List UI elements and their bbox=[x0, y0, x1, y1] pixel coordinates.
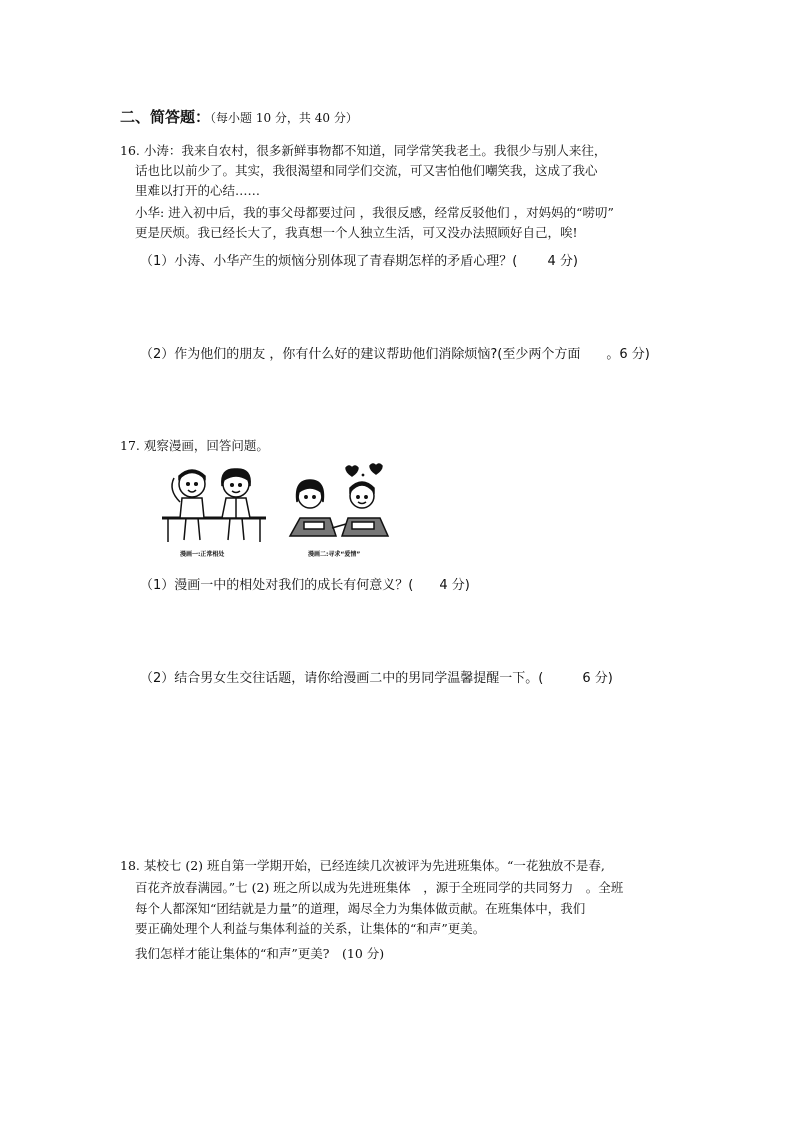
cartoon-2-image bbox=[286, 462, 392, 540]
q16-subquestion-2: （2）作为他们的朋友 ，你有什么好的建议帮助他们消除烦恼?(至少两个方面 。6 分) bbox=[140, 347, 650, 362]
q16-line1: 16. 小涛：我来自农村，很多新鲜事物都不知道，同学常笑我老土。我很少与别人来往， bbox=[120, 143, 607, 158]
q18-line4: 要正确处理个人利益与集体利益的关系，让集体的“和声”更美。 bbox=[135, 921, 486, 936]
cartoon-1-caption: 漫画一:正常相处 bbox=[180, 551, 225, 558]
q16-line2: 话也比以前少了。其实，我很渴望和同学们交流，可又害怕他们嘲笑我，这成了我心 bbox=[135, 163, 598, 178]
q17-line1: 17. 观察漫画，回答问题。 bbox=[120, 438, 269, 453]
q18-line1: 18. 某校七 (2) 班自第一学期开始，已经连续几次被评为先进班集体。“一花独放不是春, bbox=[120, 858, 605, 873]
q17-subquestion-1: （1）漫画一中的相处对我们的成长有何意义？( 4 分) bbox=[140, 578, 470, 593]
q18-line5: 我们怎样才能让集体的“和声”更美? (10 分) bbox=[135, 946, 385, 961]
section-note: （每小题 10 分，共 40 分） bbox=[210, 111, 358, 125]
q18-line3: 每个人都深知“团结就是力量”的道理，竭尽全力为集体做贡献。在班集体中，我们 bbox=[135, 901, 586, 916]
q16-subquestion-1: （1）小涛、小华产生的烦恼分别体现了青春期怎样的矛盾心理？( 4 分) bbox=[140, 254, 578, 269]
q16-line5: 更是厌烦。我已经长大了，我真想一个人独立生活，可又没办法照顾好自己，唉! bbox=[135, 225, 578, 240]
q16-line3: 里难以打开的心结…… bbox=[135, 183, 261, 198]
section-title-text: 二、简答题： bbox=[120, 108, 211, 126]
q17-subquestion-2: （2）结合男女生交往话题，请你给漫画二中的男同学温馨提醒一下。( 6 分) bbox=[140, 671, 613, 686]
section-title bbox=[120, 106, 358, 127]
cartoon-1-image bbox=[158, 462, 270, 544]
cartoon-2-caption: 漫画二:寻求“爱情” bbox=[308, 551, 361, 558]
q16-line4: 小华: 进入初中后，我的事父母都要过问 ，我很反感，经常反驳他们 ，对妈妈的“唠叨” bbox=[135, 205, 614, 220]
q18-line2: 百花齐放春满园。”七 (2) 班之所以成为先进班集体 ，源于全班同学的共同努力 。全班 bbox=[135, 880, 624, 895]
